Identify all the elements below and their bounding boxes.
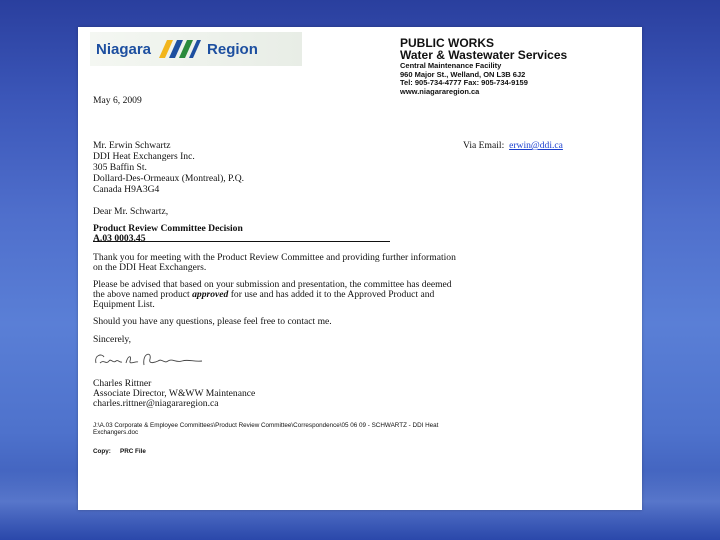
paragraph-3: Should you have any questions, please feel free to contact me.: [93, 316, 332, 327]
department-title: PUBLIC WORKS: [400, 36, 494, 50]
division-title: Water & Wastewater Services: [400, 48, 568, 62]
facility-name: Central Maintenance Facility: [400, 61, 502, 70]
recipient-street: 305 Baffin St.: [93, 162, 147, 173]
via-email-label: Via Email:: [463, 140, 505, 151]
via-email-line: [463, 140, 563, 151]
paragraph-1-line-2: on the DDI Heat Exchangers.: [93, 262, 207, 273]
salutation: Dear Mr. Schwartz,: [93, 206, 169, 217]
recipient-city: Dollard-Des-Ormeaux (Montreal), P.Q.: [93, 173, 245, 184]
signer-email: charles.rittner@niagararegion.ca: [93, 398, 219, 409]
logo-word-left: Niagara: [96, 40, 152, 58]
paragraph-2-text-b: for use and has added it to the Approved Product and: [228, 289, 435, 300]
niagara-region-logo: [90, 32, 302, 66]
copy-value: PRC File: [120, 448, 146, 455]
file-path-line-1: J:\A.03 Corporate & Employee Committees\Product Review Committee\Correspondence\05 06 09 - SCHWARTZ - DDI Heat: [93, 422, 439, 429]
letterhead-org-block: [400, 37, 567, 96]
phone-fax: Tel: 905-734-4777 Fax: 905-734-9159: [400, 78, 528, 87]
closing: Sincerely,: [93, 334, 132, 345]
logo-word-right: Region: [207, 40, 258, 58]
paragraph-1-line-1: Thank you for meeting with the Product Review Committee and providing further information: [93, 252, 456, 263]
logo-stripes-icon: [155, 38, 203, 60]
subject-underline: [93, 241, 390, 242]
subject-line-2: A.03 0003.45: [93, 233, 146, 244]
recipient-company: DDI Heat Exchangers Inc.: [93, 151, 195, 162]
recipient-email-link[interactable]: erwin@ddi.ca: [509, 140, 563, 151]
website: www.niagararegion.ca: [400, 86, 480, 96]
facility-address: 960 Major St., Welland, ON L3B 6J2: [400, 69, 526, 79]
file-path-line-2: Exchangers.doc: [93, 429, 139, 436]
recipient-country: Canada H9A3G4: [93, 184, 160, 195]
copy-label: Copy:: [93, 448, 111, 455]
signer-name: Charles Rittner: [93, 378, 152, 389]
letter-date: May 6, 2009: [93, 95, 142, 106]
handwritten-signature: [92, 349, 212, 371]
paragraph-2-text-a: the above named product: [93, 289, 193, 300]
letter-page: [78, 27, 642, 510]
paragraph-2-line-3: Equipment List.: [93, 299, 155, 310]
paragraph-2-line-1: Please be advised that based on your submission and presentation, the committee has deemed: [93, 279, 452, 290]
subject-line-1: Product Review Committee Decision: [93, 223, 243, 234]
signer-title: Associate Director, W&WW Maintenance: [93, 388, 256, 399]
approved-emphasis: approved: [192, 289, 229, 300]
recipient-name: Mr. Erwin Schwartz: [93, 140, 171, 151]
